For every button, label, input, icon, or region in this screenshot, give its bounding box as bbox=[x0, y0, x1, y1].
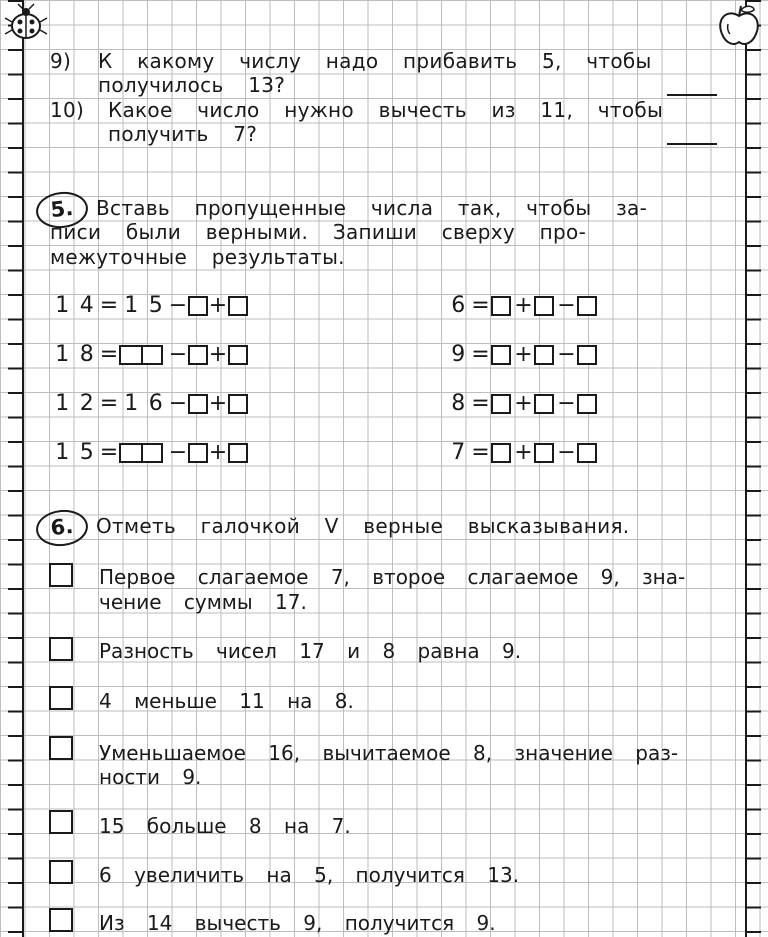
right-margin-ticks bbox=[745, 0, 761, 937]
question-9-number: 9) bbox=[50, 49, 72, 73]
equation-left-4 bbox=[50, 440, 248, 466]
statement-4-line1: Уменьшаемое 16, вычитаемое 8, значение раз- bbox=[99, 741, 679, 765]
equation-digit: 5 bbox=[148, 293, 163, 318]
plus-sign: + bbox=[208, 440, 228, 465]
answer-box[interactable] bbox=[534, 443, 554, 463]
plus-sign: + bbox=[208, 391, 228, 416]
task-5-number: 5. bbox=[34, 189, 89, 230]
task-6-number: 6. bbox=[34, 507, 89, 548]
equals-sign: = bbox=[99, 440, 119, 465]
equation-digit: 1 bbox=[124, 391, 139, 416]
apple-icon bbox=[714, 2, 764, 48]
minus-sign: − bbox=[168, 293, 188, 318]
equation-right-3 bbox=[446, 391, 597, 417]
statement-1-line2: чение суммы 17. bbox=[99, 590, 307, 614]
statement-1-checkbox[interactable] bbox=[49, 563, 73, 587]
task-5-line1: Вставь пропущенные числа так, чтобы за- bbox=[96, 196, 648, 220]
equals-sign: = bbox=[471, 342, 490, 367]
answer-box[interactable] bbox=[188, 394, 208, 414]
answer-box[interactable] bbox=[577, 296, 597, 316]
equation-digit: 6 bbox=[148, 391, 163, 416]
minus-sign: − bbox=[168, 391, 188, 416]
statement-2-checkbox[interactable] bbox=[49, 637, 73, 661]
equation-left-1 bbox=[50, 293, 248, 319]
equation-right-4 bbox=[446, 440, 597, 466]
statement-6-line1: 6 увеличить на 5, получится 13. bbox=[99, 863, 520, 887]
equation-digit: 9 bbox=[451, 342, 466, 367]
statement-3-checkbox[interactable] bbox=[49, 686, 73, 710]
answer-box[interactable] bbox=[534, 394, 554, 414]
task-5-line3: межуточные результаты. bbox=[50, 245, 345, 269]
question-9-line1: К какому числу надо прибавить 5, чтобы bbox=[98, 49, 652, 73]
plus-sign: + bbox=[514, 342, 533, 367]
equation-digit: 1 bbox=[55, 440, 70, 465]
equation-digit: 2 bbox=[79, 391, 94, 416]
plus-sign: + bbox=[208, 293, 228, 318]
left-margin-ticks bbox=[8, 0, 24, 937]
equation-digit: 6 bbox=[451, 293, 466, 318]
question-10-line1: Какое число нужно вычесть из 11, чтобы bbox=[108, 98, 664, 122]
minus-sign: − bbox=[557, 293, 576, 318]
equation-digit: 1 bbox=[55, 342, 70, 367]
answer-box[interactable] bbox=[577, 345, 597, 365]
plus-sign: + bbox=[514, 440, 533, 465]
equation-left-3 bbox=[50, 391, 248, 417]
question-10-number: 10) bbox=[50, 98, 85, 122]
answer-box[interactable] bbox=[491, 394, 511, 414]
answer-box[interactable] bbox=[577, 394, 597, 414]
minus-sign: − bbox=[557, 391, 576, 416]
answer-box[interactable] bbox=[188, 345, 208, 365]
minus-sign: − bbox=[168, 342, 188, 367]
statement-1-line1: Первое слагаемое 7, второе слагаемое 9, зна- bbox=[99, 565, 686, 589]
statement-2-line1: Разность чисел 17 и 8 равна 9. bbox=[99, 639, 522, 663]
equation-digit: 5 bbox=[79, 440, 94, 465]
plus-sign: + bbox=[514, 391, 533, 416]
answer-box[interactable] bbox=[491, 296, 511, 316]
statement-7-line1: Из 14 вычесть 9, получится 9. bbox=[99, 911, 496, 935]
equals-sign: = bbox=[471, 440, 490, 465]
equation-digit: 1 bbox=[55, 391, 70, 416]
equation-digit: 8 bbox=[79, 342, 94, 367]
question-9-line2: получилось 13? bbox=[98, 73, 286, 97]
answer-box[interactable] bbox=[577, 443, 597, 463]
equation-digit: 8 bbox=[451, 391, 466, 416]
minus-sign: − bbox=[168, 440, 188, 465]
plus-sign: + bbox=[514, 293, 533, 318]
equals-sign: = bbox=[99, 342, 119, 367]
equals-sign: = bbox=[471, 391, 490, 416]
statement-4-line2: ности 9. bbox=[99, 765, 202, 789]
task-5-line2: писи были верными. Запиши сверху про- bbox=[50, 220, 587, 244]
equals-sign: = bbox=[99, 293, 119, 318]
equation-right-2 bbox=[446, 342, 597, 368]
equation-right-1 bbox=[446, 293, 597, 319]
ladybug-icon bbox=[2, 2, 50, 44]
answer-box[interactable] bbox=[228, 394, 248, 414]
answer-double-box[interactable] bbox=[119, 443, 163, 463]
question-10-line2: получить 7? bbox=[108, 122, 258, 146]
equation-digit: 1 bbox=[55, 293, 70, 318]
statement-6-checkbox[interactable] bbox=[49, 860, 73, 884]
equation-digit: 4 bbox=[79, 293, 94, 318]
equals-sign: = bbox=[99, 391, 119, 416]
task-6-title: Отметь галочкой V верные высказывания. bbox=[96, 514, 630, 538]
answer-box[interactable] bbox=[534, 345, 554, 365]
minus-sign: − bbox=[557, 342, 576, 367]
statement-5-checkbox[interactable] bbox=[49, 810, 73, 834]
answer-box[interactable] bbox=[534, 296, 554, 316]
answer-box[interactable] bbox=[228, 345, 248, 365]
plus-sign: + bbox=[208, 342, 228, 367]
answer-double-box[interactable] bbox=[119, 345, 163, 365]
statement-5-line1: 15 больше 8 на 7. bbox=[99, 814, 351, 838]
question-10-answer-line[interactable] bbox=[667, 143, 717, 145]
answer-box[interactable] bbox=[188, 296, 208, 316]
equation-digit: 1 bbox=[124, 293, 139, 318]
answer-box[interactable] bbox=[491, 345, 511, 365]
equals-sign: = bbox=[471, 293, 490, 318]
statement-4-checkbox[interactable] bbox=[49, 736, 73, 760]
answer-box[interactable] bbox=[188, 443, 208, 463]
minus-sign: − bbox=[557, 440, 576, 465]
answer-box[interactable] bbox=[228, 443, 248, 463]
question-9-answer-line[interactable] bbox=[667, 94, 717, 96]
statement-7-checkbox[interactable] bbox=[49, 908, 73, 932]
answer-box[interactable] bbox=[491, 443, 511, 463]
equation-digit: 7 bbox=[451, 440, 466, 465]
equation-left-2 bbox=[50, 342, 248, 368]
statement-3-line1: 4 меньше 11 на 8. bbox=[99, 689, 354, 713]
answer-box[interactable] bbox=[228, 296, 248, 316]
